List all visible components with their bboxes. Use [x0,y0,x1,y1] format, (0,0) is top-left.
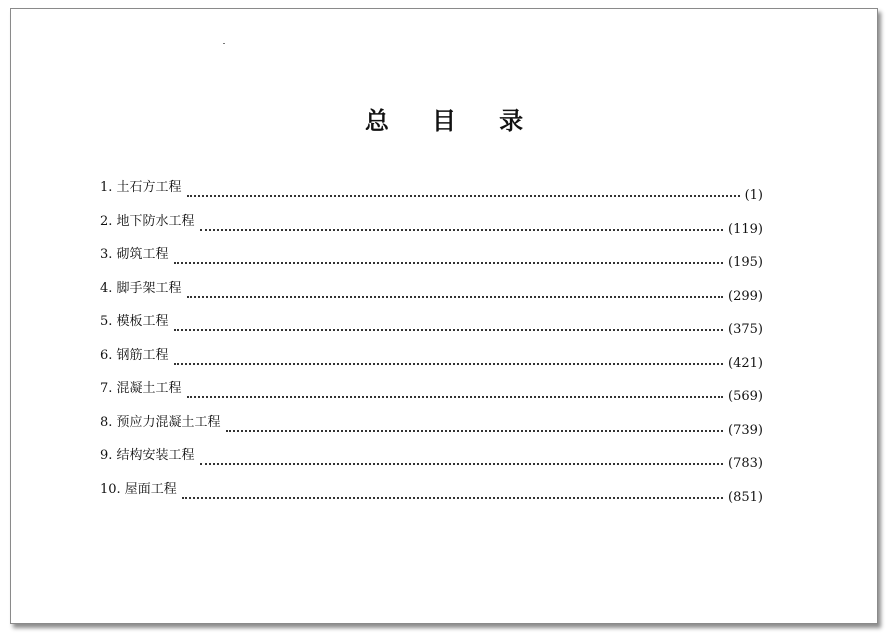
table-of-contents [100,179,763,514]
toc-entry-page: (851) [728,489,763,505]
toc-entry-title: 8. 预应力混凝土工程 [100,414,221,430]
toc-entry-page: (375) [728,322,763,337]
toc-entry-title: 9. 结构安装工程 [100,448,195,463]
toc-entry-page: (1) [744,188,763,203]
toc-entry-page: (299) [728,288,763,304]
dot-leader [200,447,723,465]
toc-entry-title: 2. 地下防水工程 [100,213,195,229]
dot-leader [187,280,723,298]
toc-entry-title: 6. 钢筋工程 [100,347,169,363]
toc-entry-title: 5. 模板工程 [100,314,169,329]
toc-entry[interactable] [100,380,763,414]
document-page [10,8,878,624]
toc-entry-title: 1. 土石方工程 [100,180,182,195]
title-char: 目 [432,107,456,135]
toc-entry[interactable] [100,213,763,247]
toc-entry-page: (739) [728,422,763,438]
toc-entry-page: (569) [728,389,763,404]
dot-leader [200,213,723,231]
toc-entry[interactable] [100,179,763,213]
toc-entry[interactable] [100,414,763,448]
toc-entry[interactable] [100,347,763,381]
dot-leader [187,179,740,197]
scan-speck [223,43,225,44]
dot-leader [182,481,723,499]
toc-entry-title: 4. 脚手架工程 [100,280,182,296]
toc-entry-title: 10. 屋面工程 [100,481,177,497]
toc-entry-title: 7. 混凝土工程 [100,381,182,396]
toc-entry-page: (783) [728,456,763,471]
toc-entry[interactable] [100,280,763,314]
toc-entry[interactable] [100,313,763,347]
toc-entry-page: (195) [728,255,763,270]
dot-leader [174,313,723,331]
dot-leader [174,246,723,264]
title-char: 总 [364,107,389,135]
dot-leader [174,347,723,365]
toc-entry-page: (421) [728,355,763,371]
title-char: 录 [499,107,524,135]
page-title [11,101,877,136]
toc-entry[interactable] [100,246,763,280]
dot-leader [187,380,723,398]
toc-entry[interactable] [100,481,763,515]
toc-entry[interactable] [100,447,763,481]
toc-entry-page: (119) [728,221,763,237]
toc-entry-title: 3. 砌筑工程 [100,247,169,262]
dot-leader [226,414,723,432]
